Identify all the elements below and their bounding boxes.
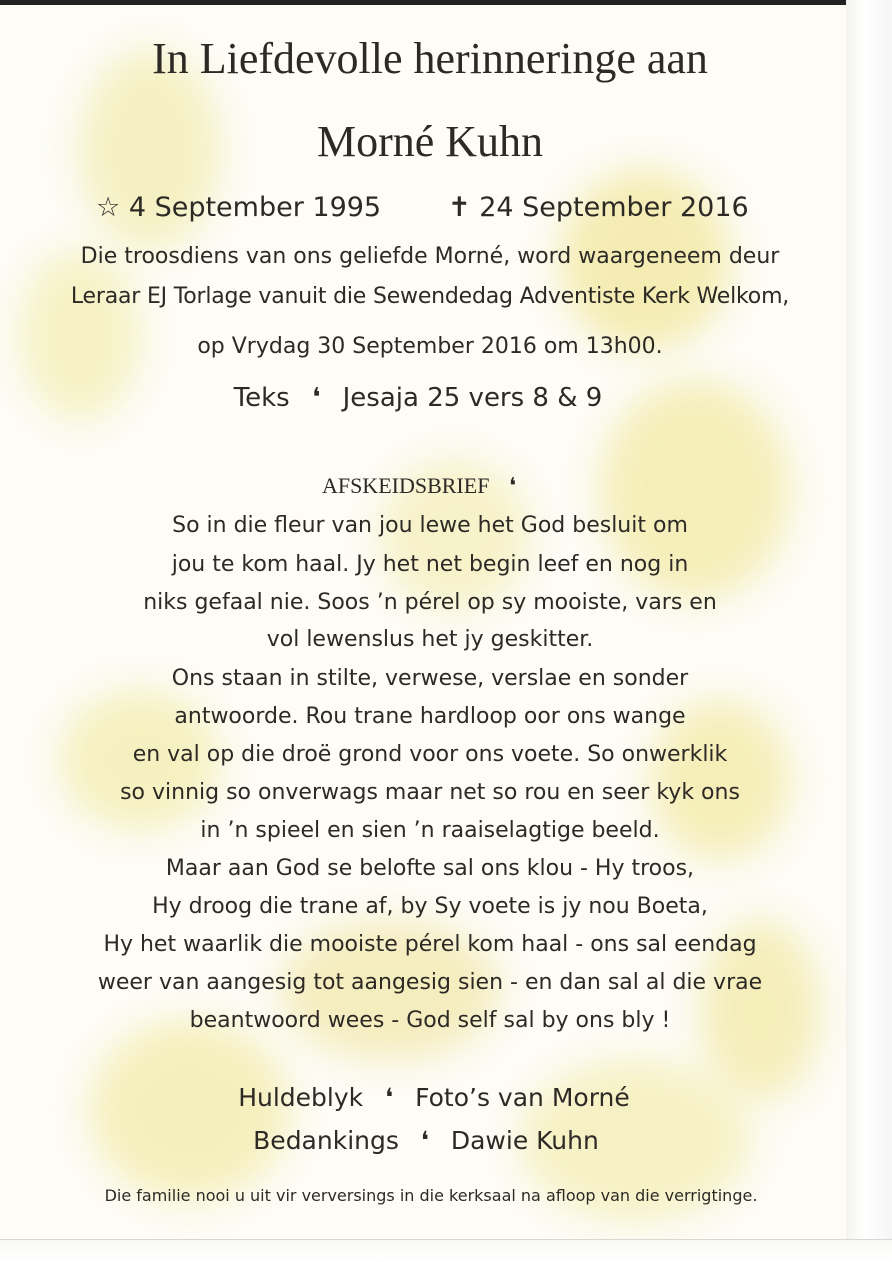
invitation-note: Die familie nooi u uit vir verversings in die kerksaal na afloop van die verrigtinge. <box>104 1186 758 1205</box>
program-item-person: Dawie Kuhn <box>450 1126 599 1155</box>
page-edge <box>0 1239 892 1262</box>
program-item-person: Foto’s van Morné <box>415 1083 630 1112</box>
poem-line: vol lewenslus het jy geskitter. <box>266 627 594 652</box>
poem-line: antwoorde. Rou trane hardloop oor ons wange <box>174 704 686 729</box>
poem-line: Hy droog die trane af, by Sy voete is jy nou Boeta, <box>152 894 708 919</box>
scripture-verse: Jesaja 25 vers 8 & 9 <box>342 383 603 413</box>
quote-mark-icon: ❛ <box>385 1083 394 1112</box>
poem-line: en val op die droë grond voor ons voete. So onwerklik <box>132 742 728 767</box>
birth-date: 4 September 1995 <box>128 192 382 223</box>
quote-mark-icon: ❛ <box>420 1126 429 1155</box>
page-edge <box>846 0 892 1262</box>
deceased-name: Morné Kuhn <box>316 117 544 166</box>
poem-line: niks gefaal nie. Soos ’n pérel op sy mooiste, vars en <box>143 590 717 615</box>
service-line: Leraar EJ Torlage vanuit die Sewendedag Adventiste Kerk Welkom, <box>70 284 790 309</box>
cross-icon: ✝ <box>448 192 471 223</box>
letter-title: AFSKEIDSBRIEF <box>321 473 490 498</box>
text-label: Teks <box>233 383 290 413</box>
poem-line: so vinnig so onverwags maar net so rou en seer kyk ons <box>120 780 740 805</box>
quote-mark-icon: ❛ <box>311 383 321 413</box>
star-icon: ☆ <box>96 192 121 223</box>
top-border <box>0 0 892 5</box>
service-line: Die troosdiens van ons geliefde Morné, word waargeneem deur <box>80 244 780 269</box>
program-item-label: Huldeblyk <box>238 1083 364 1112</box>
program-item <box>24 1083 844 1112</box>
poem-line: Ons staan in stilte, verwese, verslae en sonder <box>171 666 689 691</box>
poem-line: beantwoord wees - God self sal by ons bly ! <box>189 1008 671 1033</box>
memorial-title: In Liefdevolle herinneringe aan <box>152 34 708 83</box>
poem-line: in ’n spieel en sien ’n raaiselagtige beeld. <box>200 818 660 843</box>
program-item-label: Bedankings <box>253 1126 399 1155</box>
service-line: op Vrydag 30 September 2016 om 13h00. <box>197 334 663 359</box>
scripture-reference <box>8 383 828 413</box>
dates-line <box>96 192 816 223</box>
poem-line: jou te kom haal. Jy het net begin leef en nog in <box>171 552 689 577</box>
quote-mark-icon: ❛ <box>508 473 517 498</box>
poem-line: weer van aangesig tot aangesig sien - en dan sal al die vrae <box>97 970 763 995</box>
program-item <box>16 1126 836 1155</box>
poem-line: Hy het waarlik die mooiste pérel kom haal - ons sal eendag <box>103 932 757 957</box>
poem-line: So in die fleur van jou lewe het God besluit om <box>172 513 688 538</box>
death-date: 24 September 2016 <box>479 192 749 223</box>
letter-heading <box>16 473 836 499</box>
poem-line: Maar aan God se belofte sal ons klou - Hy troos, <box>165 856 695 881</box>
